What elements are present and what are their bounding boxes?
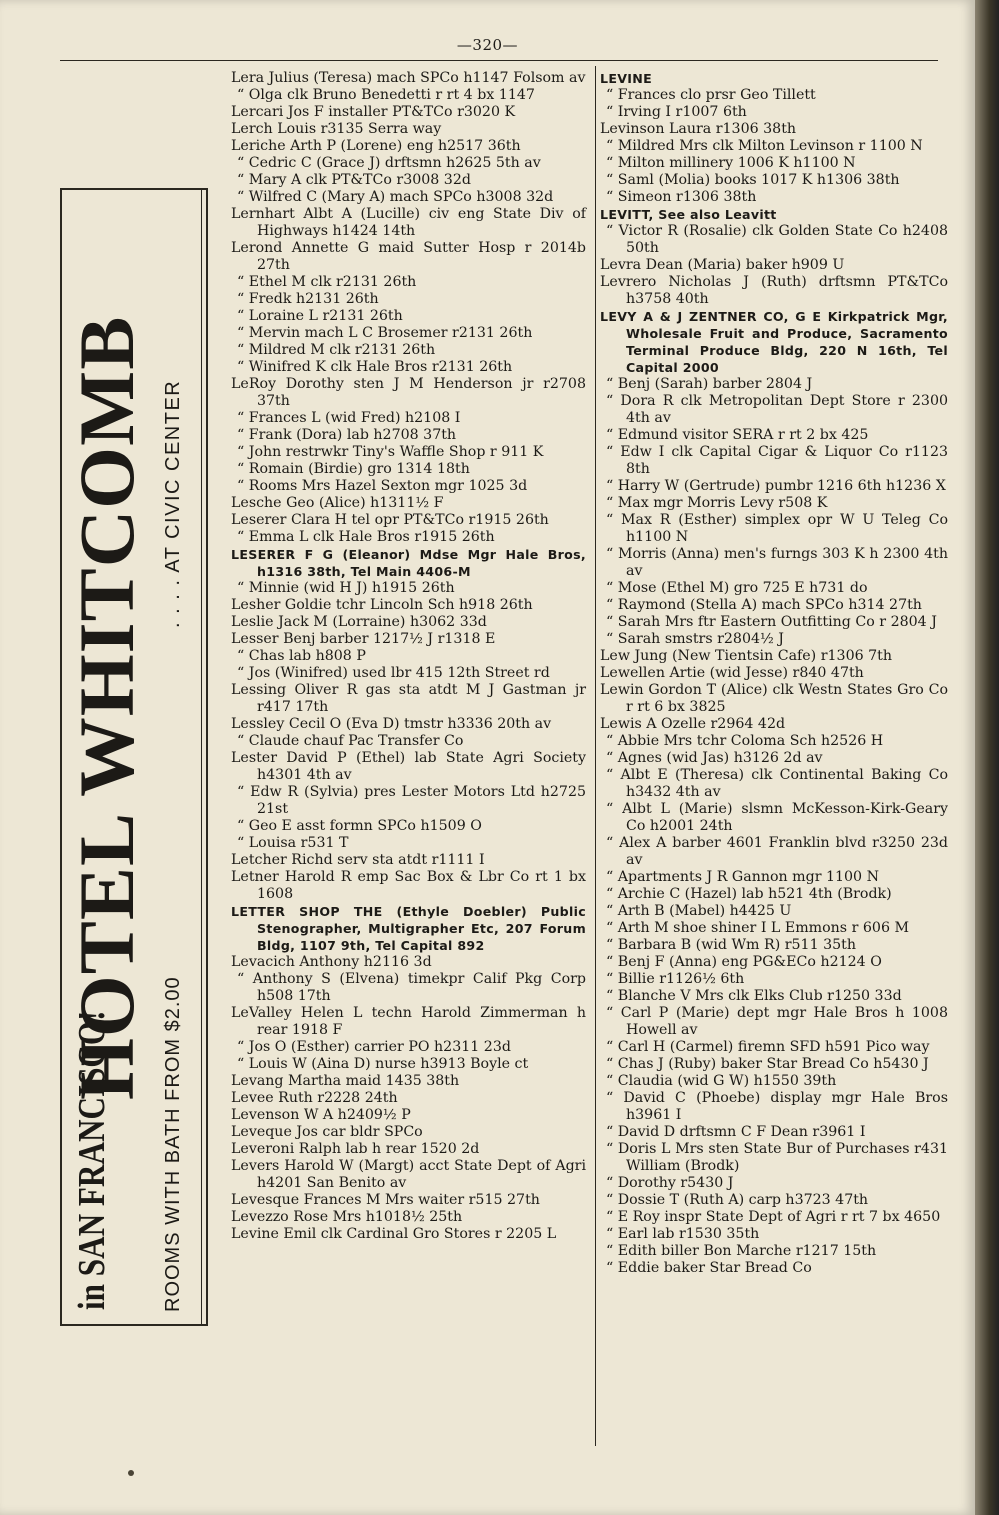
ad-location-line: . . . . AT CIVIC CENTER <box>162 379 184 628</box>
listing-entry: “ Frances clo prsr Geo Tillett <box>606 87 816 103</box>
listing-entry: “ Sarah smstrs r2804½ J <box>606 631 784 647</box>
listing-entry: “ Chas J (Ruby) baker Star Bread Co h5430 J <box>606 1056 929 1072</box>
listing-heading: LETTER SHOP THE (Ethyle Doebler) Public Stenographer, Multigrapher Etc, 207 Forum Bldg, 1107 9th, Tel Capital 892 <box>231 904 586 953</box>
listing-entry: “ Alex A barber 4601 Franklin blvd r3250 23d av <box>606 835 948 868</box>
listing-entry: “ Agnes (wid Jas) h3126 2d av <box>606 750 823 766</box>
page-number: —320— <box>456 36 519 54</box>
listing-entry: “ Olga clk Bruno Benedetti r rt 4 bx 1147 <box>237 87 535 103</box>
middle-listing-column <box>231 70 586 1243</box>
listing-entry: “ Edw I clk Capital Cigar & Liquor Co r1123 8th <box>606 444 948 477</box>
listing-entry: “ Dorothy r5430 J <box>606 1175 734 1191</box>
listing-entry: Leserer Clara H tel opr PT&TCo r1915 26th <box>231 512 549 528</box>
listing-entry: “ Archie C (Hazel) lab h521 4th (Brodk) <box>606 886 892 902</box>
listing-entry: Lerch Louis r3135 Serra way <box>231 121 442 137</box>
listing-entry: “ John restrwkr Tiny's Waffle Shop r 911 K <box>237 444 544 460</box>
listing-entry: “ Emma L clk Hale Bros r1915 26th <box>237 529 495 545</box>
listing-entry: Leslie Jack M (Lorraine) h3062 33d <box>231 614 487 630</box>
listing-entry: “ Mildred M clk r2131 26th <box>237 342 436 358</box>
listing-entry: Levesque Frances M Mrs waiter r515 27th <box>231 1192 540 1208</box>
ad-rooms-line: ROOMS WITH BATH FROM $2.00 <box>162 976 184 1312</box>
listing-entry: Levrero Nicholas J (Ruth) drftsmn PT&TCo h3758 40th <box>600 274 948 307</box>
listing-entry: “ Loraine L r2131 26th <box>237 308 403 324</box>
listing-entry: Lewis A Ozelle r2964 42d <box>600 716 786 732</box>
listing-entry: Lessley Cecil O (Eva D) tmstr h3336 20th av <box>231 716 552 732</box>
listing-entry: Lera Julius (Teresa) mach SPCo h1147 Folsom av <box>231 70 586 86</box>
listing-entry: “ Apartments J R Gannon mgr 1100 N <box>606 869 880 885</box>
ink-smudge <box>128 1470 134 1476</box>
listing-entry: “ Winifred K clk Hale Bros r2131 26th <box>237 359 513 375</box>
ad-city-line: in SAN FRANCISCO! <box>71 1010 113 1310</box>
listing-entry: Lesser Benj barber 1217½ J r1318 E <box>231 631 496 647</box>
listing-entry: “ Mose (Ethel M) gro 725 E h731 do <box>606 580 868 596</box>
listing-entry: “ Edw R (Sylvia) pres Lester Motors Ltd h2725 21st <box>237 784 586 817</box>
listing-entry: Leveroni Ralph lab h rear 1520 2d <box>231 1141 480 1157</box>
listing-entry: “ Victor R (Rosalie) clk Golden State Co h2408 50th <box>606 223 948 256</box>
listing-entry: Levers Harold W (Margt) acct State Dept of Agri h4201 San Benito av <box>231 1158 586 1191</box>
book-binding-edge <box>975 0 999 1515</box>
listing-entry: Levang Martha maid 1435 38th <box>231 1073 460 1089</box>
listing-entry: Lernhart Albt A (Lucille) civ eng State Div of Highways h1424 14th <box>231 206 586 239</box>
listing-entry: Lercari Jos F installer PT&TCo r3020 K <box>231 104 516 120</box>
listing-entry: “ Romain (Birdie) gro 1314 18th <box>237 461 470 477</box>
listing-heading: LESERER F G (Eleanor) Mdse Mgr Hale Bros, h1316 38th, Tel Main 4406-M <box>231 547 586 579</box>
listing-entry: Letcher Richd serv sta atdt r1111 I <box>231 852 485 868</box>
listing-entry: Lerond Annette G maid Sutter Hosp r 2014b 27th <box>231 240 586 273</box>
listing-entry: Levinson Laura r1306 38th <box>600 121 797 137</box>
listing-entry: Lessing Oliver R gas sta atdt M J Gastman jr r417 17th <box>231 682 586 715</box>
listing-entry: “ Wilfred C (Mary A) mach SPCo h3008 32d <box>237 189 554 205</box>
listing-entry: “ Edith biller Bon Marche r1217 15th <box>606 1243 877 1259</box>
listing-entry: “ Louisa r531 T <box>237 835 349 851</box>
listing-entry: “ Billie r1126½ 6th <box>606 971 745 987</box>
listing-entry: “ Max mgr Morris Levy r508 K <box>606 495 828 511</box>
listing-entry: Lew Jung (New Tientsin Cafe) r1306 7th <box>600 648 892 664</box>
hotel-advertisement <box>60 188 208 1326</box>
listing-entry: “ Claude chauf Pac Transfer Co <box>237 733 464 749</box>
listing-entry: LeRoy Dorothy sten J M Henderson jr r2708 37th <box>231 376 586 409</box>
listing-entry: LeValley Helen L techn Harold Zimmerman h rear 1918 F <box>231 1005 586 1038</box>
listing-entry: “ Irving I r1007 6th <box>606 104 747 120</box>
listing-entry: Levacich Anthony h2116 3d <box>231 954 432 970</box>
listing-entry: “ Louis W (Aina D) nurse h3913 Boyle ct <box>237 1056 529 1072</box>
listing-entry: “ E Roy inspr State Dept of Agri r rt 7 bx 4650 <box>606 1209 941 1225</box>
listing-entry: “ David C (Phoebe) display mgr Hale Bros h3961 I <box>606 1090 948 1123</box>
listing-entry: “ David D drftsmn C F Dean r3961 I <box>606 1124 866 1140</box>
listing-entry: “ Arth B (Mabel) h4425 U <box>606 903 792 919</box>
listing-entry: “ Dora R clk Metropolitan Dept Store r 2300 4th av <box>606 393 948 426</box>
listing-entry: “ Morris (Anna) men's furngs 303 K h 2300 4th av <box>606 546 948 579</box>
listing-entry: “ Frank (Dora) lab h2708 37th <box>237 427 457 443</box>
listing-entry: “ Anthony S (Elvena) timekpr Calif Pkg Corp h508 17th <box>237 971 586 1004</box>
listing-entry: “ Harry W (Gertrude) pumbr 1216 6th h1236 X <box>606 478 946 494</box>
listing-entry: “ Carl P (Marie) dept mgr Hale Bros h 1008 Howell av <box>606 1005 948 1038</box>
listing-entry: “ Ethel M clk r2131 26th <box>237 274 417 290</box>
listing-entry: Lester David P (Ethel) lab State Agri Society h4301 4th av <box>231 750 586 783</box>
listing-entry: Leriche Arth P (Lorene) eng h2517 36th <box>231 138 521 154</box>
listing-entry: “ Carl H (Carmel) firemn SFD h591 Pico way <box>606 1039 930 1055</box>
listing-entry: Levenson W A h2409½ P <box>231 1107 411 1123</box>
listing-entry: Levine Emil clk Cardinal Gro Stores r 2205 L <box>231 1226 557 1242</box>
listing-entry: “ Sarah Mrs ftr Eastern Outfitting Co r 2804 J <box>606 614 937 630</box>
listing-entry: “ Mervin mach L C Brosemer r2131 26th <box>237 325 533 341</box>
listing-entry: “ Edmund visitor SERA r rt 2 bx 425 <box>606 427 869 443</box>
listing-heading: LEVY A & J ZENTNER CO, G E Kirkpatrick Mgr, Wholesale Fruit and Produce, Sacramento Terminal Produce Bldg, 220 N 16th, Tel Capital 2000 <box>600 309 948 375</box>
listing-entry: “ Blanche V Mrs clk Elks Club r1250 33d <box>606 988 902 1004</box>
listing-entry: “ Mildred Mrs clk Milton Levinson r 1100 N <box>606 138 923 154</box>
listing-entry: “ Benj (Sarah) barber 2804 J <box>606 376 813 392</box>
listing-entry: “ Rooms Mrs Hazel Sexton mgr 1025 3d <box>237 478 528 494</box>
listing-entry: “ Milton millinery 1006 K h1100 N <box>606 155 856 171</box>
listing-entry: Letner Harold R emp Sac Box & Lbr Co rt 1 bx 1608 <box>231 869 586 902</box>
listing-entry: “ Doris L Mrs sten State Bur of Purchases r431 William (Brodk) <box>606 1141 948 1174</box>
listing-entry: Levezzo Rose Mrs h1018½ 25th <box>231 1209 463 1225</box>
listing-entry: “ Fredk h2131 26th <box>237 291 379 307</box>
listing-entry: “ Albt L (Marie) slsmn McKesson-Kirk-Geary Co h2001 24th <box>606 801 948 834</box>
listing-entry: “ Frances L (wid Fred) h2108 I <box>237 410 461 426</box>
listing-entry: “ Arth M shoe shiner I L Emmons r 606 M <box>606 920 910 936</box>
listing-entry: “ Mary A clk PT&TCo r3008 32d <box>237 172 471 188</box>
listing-entry: “ Albt E (Theresa) clk Continental Baking Co h3432 4th av <box>606 767 948 800</box>
listing-entry: Leveque Jos car bldr SPCo <box>231 1124 423 1140</box>
listing-entry: “ Raymond (Stella A) mach SPCo h314 27th <box>606 597 922 613</box>
listing-entry: “ Earl lab r1530 35th <box>606 1226 760 1242</box>
listing-entry: Lewellen Artie (wid Jesse) r840 47th <box>600 665 864 681</box>
listing-entry: Levee Ruth r2228 24th <box>231 1090 398 1106</box>
listing-entry: Lesher Goldie tchr Lincoln Sch h918 26th <box>231 597 533 613</box>
listing-entry: “ Simeon r1306 38th <box>606 189 757 205</box>
ad-rotated-content <box>62 190 206 1324</box>
ad-hotel-name: HOTEL WHITCOMB <box>63 315 150 1100</box>
listing-entry: “ Cedric C (Grace J) drftsmn h2625 5th av <box>237 155 541 171</box>
column-divider <box>595 66 596 1446</box>
listing-entry: “ Dossie T (Ruth A) carp h3723 47th <box>606 1192 869 1208</box>
listing-entry: “ Max R (Esther) simplex opr W U Teleg Co h1100 N <box>606 512 948 545</box>
listing-entry: “ Eddie baker Star Bread Co <box>606 1260 812 1276</box>
listing-entry: “ Claudia (wid G W) h1550 39th <box>606 1073 837 1089</box>
listing-entry: “ Jos (Winifred) used lbr 415 12th Street rd <box>237 665 550 681</box>
listing-entry: Lewin Gordon T (Alice) clk Westn States Gro Co r rt 6 bx 3825 <box>600 682 948 715</box>
listing-heading: LEVITT, See also Leavitt <box>600 207 777 222</box>
listing-entry: “ Barbara B (wid Wm R) r511 35th <box>606 937 856 953</box>
listing-heading: LEVINE <box>600 71 653 86</box>
header-rule <box>60 60 938 61</box>
listing-entry: “ Minnie (wid H J) h1915 26th <box>237 580 455 596</box>
listing-entry: “ Abbie Mrs tchr Coloma Sch h2526 H <box>606 733 884 749</box>
listing-entry: “ Benj F (Anna) eng PG&ECo h2124 O <box>606 954 882 970</box>
right-listing-column <box>600 70 948 1277</box>
listing-entry: “ Saml (Molia) books 1017 K h1306 38th <box>606 172 900 188</box>
listing-entry: Levra Dean (Maria) baker h909 U <box>600 257 845 273</box>
listing-entry: “ Geo E asst formn SPCo h1509 O <box>237 818 482 834</box>
listing-entry: Lesche Geo (Alice) h1311½ F <box>231 495 444 511</box>
listing-entry: “ Chas lab h808 P <box>237 648 366 664</box>
listing-entry: “ Jos O (Esther) carrier PO h2311 23d <box>237 1039 511 1055</box>
